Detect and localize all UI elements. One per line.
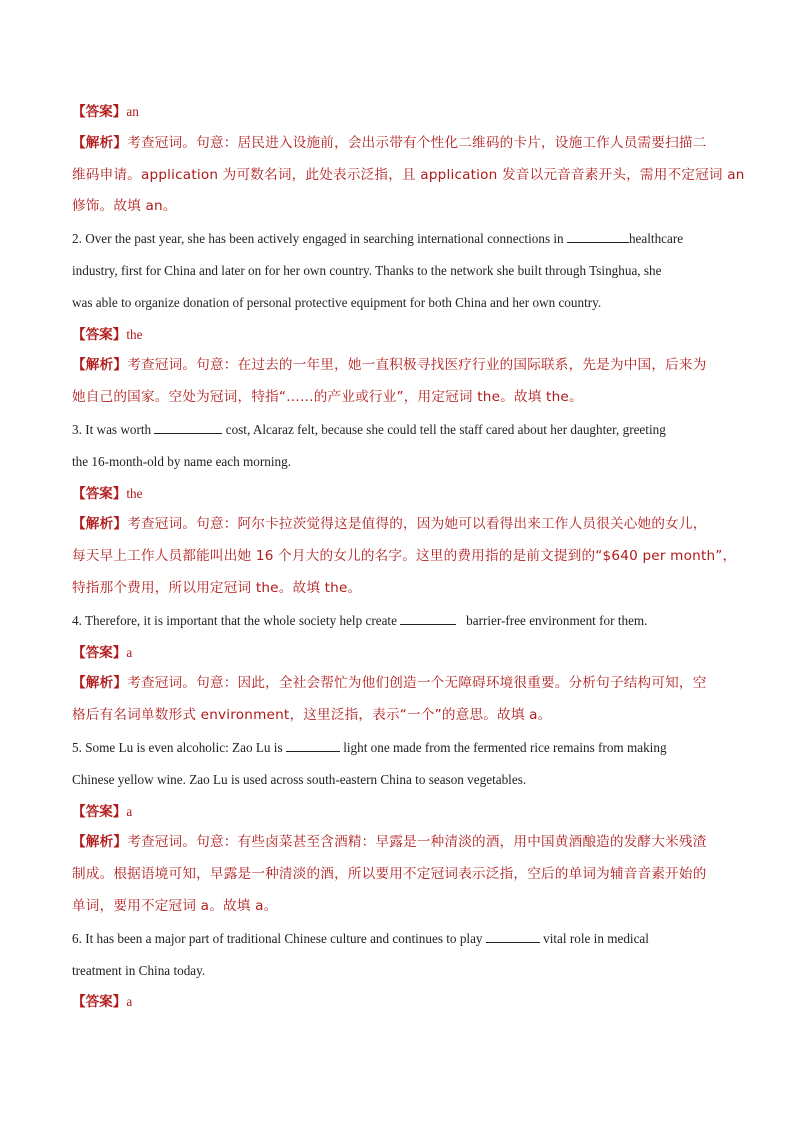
q2-question-line-1 xyxy=(72,223,720,255)
q4-analysis-line-1 xyxy=(72,668,720,700)
q3-answer-line xyxy=(72,478,720,510)
q6-answer: a xyxy=(126,994,133,1010)
answer-tag: 【答案】 xyxy=(72,485,127,502)
analysis-tag: 【解析】 xyxy=(72,516,128,533)
q5-answer: a xyxy=(126,803,133,819)
q3-text-1b: cost, Alcaraz felt, because she could tell the staff cared about her daughter, greeting xyxy=(225,421,666,437)
q6-answer-line xyxy=(72,986,720,1018)
q6-question-line-2: treatment in China today. xyxy=(72,962,206,978)
q4-text-1a: Therefore, it is important that the whole society help create xyxy=(84,612,397,628)
q5-text-1b: light one made from the fermented rice remains from making xyxy=(343,739,667,755)
document-page xyxy=(72,96,745,1018)
q6-blank xyxy=(486,930,540,943)
q6-text-1a: It has been a major part of traditional Chinese culture and continues to play xyxy=(85,930,483,946)
q5-analysis-line-3: 单词，要用不定冠词 a。故填 a。 xyxy=(72,897,278,914)
q6-number: 6. xyxy=(72,930,82,946)
q6-question-line-1 xyxy=(72,923,720,955)
q5-analysis-line-1 xyxy=(72,827,720,859)
q5-number: 5. xyxy=(72,739,82,755)
q1-answer: an xyxy=(126,104,139,119)
q3-analysis-line-1 xyxy=(72,509,720,541)
q5-text-1a: Some Lu is even alcoholic: Zao Lu is xyxy=(85,739,283,755)
q2-analysis-line-1 xyxy=(72,350,720,382)
q2-number: 2. xyxy=(72,231,82,247)
q4-analysis-line-2: 格后有名词单数形式 environment，这里泛指，表示“一个”的意思。故填 a。 xyxy=(72,707,552,724)
q4-answer: a xyxy=(126,644,133,660)
answer-tag: 【答案】 xyxy=(72,104,127,120)
q1-analysis-line-3: 修饰。故填 an。 xyxy=(72,198,177,215)
analysis-tag: 【解析】 xyxy=(72,134,128,151)
q6-text-1b: vital role in medical xyxy=(543,930,649,946)
q2-blank xyxy=(567,230,629,243)
q2-question-line-2: industry, first for China and later on for her own country. Thanks to the network she built through Tsinghua, she xyxy=(72,262,662,278)
q1-analysis-line-1 xyxy=(72,128,720,160)
q2-analysis-text-1: 考查冠词。句意：在过去的一年里，她一直积极寻找医疗行业的国际联系，先是为中国，后来为 xyxy=(127,357,707,374)
analysis-tag: 【解析】 xyxy=(72,675,128,692)
q4-analysis-text-1: 考查冠词。句意：因此，全社会帮忙为他们创造一个无障碍环境很重要。分析句子结构可知，空 xyxy=(127,675,707,692)
q3-question-line-2: the 16-month-old by name each morning. xyxy=(72,453,292,469)
q3-analysis-line-2: 每天早上工作人员都能叫出她 16 个月大的女儿的名字。这里的费用指的是前文提到的“$640 per month”， xyxy=(72,548,737,565)
q4-question-line-1 xyxy=(72,605,720,637)
q3-blank xyxy=(154,421,222,434)
answer-tag: 【答案】 xyxy=(72,326,127,343)
q2-question-line-3: was able to organize donation of personal protective equipment for both China and her own country. xyxy=(72,294,602,310)
q2-analysis-line-2: 她自己的国家。空处为冠词，特指“……的产业或行业”，用定冠词 the。故填 the。 xyxy=(72,389,583,406)
analysis-tag: 【解析】 xyxy=(72,357,128,374)
q2-text-1: Over the past year, she has been actively engaged in searching international connections in xyxy=(85,231,564,247)
q5-question-line-2: Chinese yellow wine. Zao Lu is used across south-eastern China to season vegetables. xyxy=(72,771,527,787)
q2-text-2: healthcare xyxy=(628,231,684,247)
q4-blank xyxy=(400,612,456,625)
q3-text-1a: It was worth xyxy=(85,421,152,437)
q3-answer: the xyxy=(126,485,143,501)
q3-analysis-text-1: 考查冠词。句意：阿尔卡拉茨觉得这是值得的，因为她可以看得出来工作人员很关心她的女儿， xyxy=(127,516,707,533)
q5-analysis-text-1: 考查冠词。句意：有些卤菜甚至含酒精：早露是一种清淡的酒，用中国黄酒酿造的发酵大米残渣 xyxy=(127,834,707,851)
answer-tag: 【答案】 xyxy=(72,994,127,1011)
q5-analysis-line-2: 制成。根据语境可知，早露是一种清淡的酒，所以要用不定冠词表示泛指，空后的单词为辅音音素开始的 xyxy=(72,866,707,883)
q4-number: 4. xyxy=(72,612,82,628)
q4-text-1b: barrier-free environment for them. xyxy=(466,612,648,628)
answer-tag: 【答案】 xyxy=(72,803,127,820)
q1-analysis-text-1: 考查冠词。句意：居民进入设施前，会出示带有个性化二维码的卡片，设施工作人员需要扫描二 xyxy=(127,134,707,151)
q3-number: 3. xyxy=(72,421,82,437)
q5-blank xyxy=(286,739,340,752)
q2-answer: the xyxy=(126,326,143,342)
q2-answer-line xyxy=(72,319,720,351)
q5-question-line-1 xyxy=(72,732,720,764)
q3-question-line-1 xyxy=(72,414,720,446)
q1-analysis-line-2: 维码申请。application 为可数名词，此处表示泛指，且 application 发音以元音音素开头，需用不定冠词 an xyxy=(72,166,745,183)
q3-analysis-line-3: 特指那个费用，所以用定冠词 the。故填 the。 xyxy=(72,579,362,596)
q1-answer-line xyxy=(72,96,720,128)
analysis-tag: 【解析】 xyxy=(72,834,128,851)
answer-tag: 【答案】 xyxy=(72,644,127,661)
q5-answer-line xyxy=(72,796,720,828)
q4-answer-line xyxy=(72,637,720,669)
